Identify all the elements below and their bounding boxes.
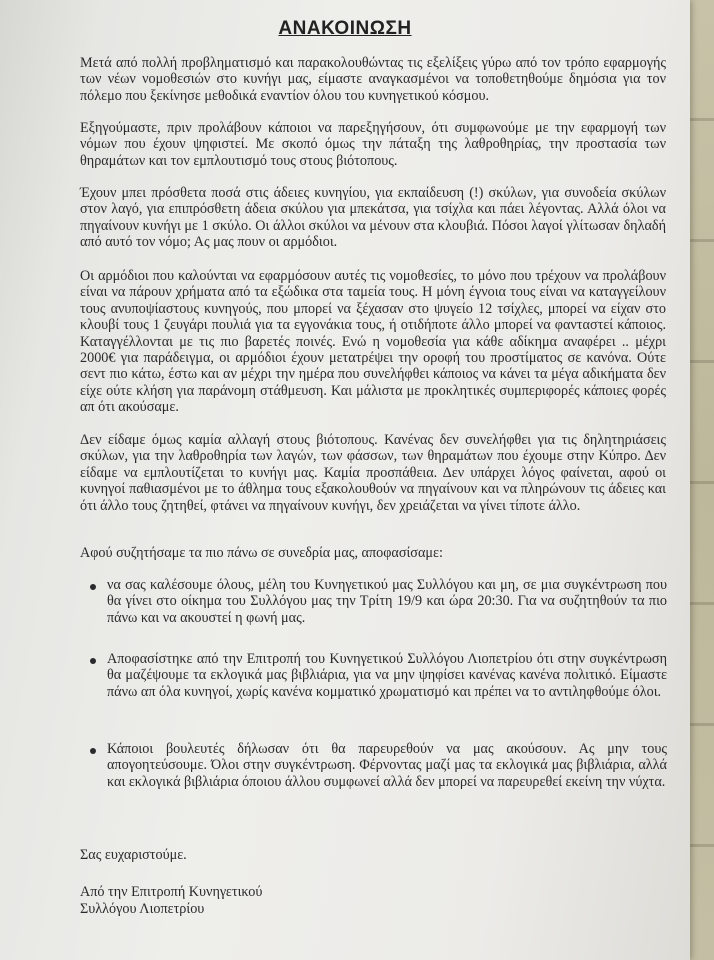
bullet-item-mps: Κάποιοι βουλευτές δήλωσαν ότι θα παρευρεθούν να μας ακούσουν. Ας μην τους απογοητεύσουμε. Όλοι στην συγκέντρωση. Φέρνοντας μαζί μας τα εκλογικά μας βιβλιάρια, αλλά και εκλογικά βιβλιάρια όποιου άλλου συμφωνεί αλλά δεν μπορεί να παρευρεθεί εκείνη την νύχτα. xyxy=(107,741,667,790)
bullet-marker xyxy=(90,748,96,754)
background-wall-tiles xyxy=(688,0,714,960)
bullet-marker xyxy=(90,584,96,590)
signature-line-1: Από την Επιτροπή Κυνηγετικού xyxy=(80,884,263,900)
paragraph-authorities: Οι αρμόδιοι που καλούνται να εφαρμόσουν αυτές τις νομοθεσίες, το μόνο που τρέχουν να προλάβουν είναι να πάρουν χρήματα από τα εξώδικα στα ταμεία τους. Η μόνη έγνοια τους είναι να καταγγείλουν τους ανυποψίαστους κυνηγούς, που μπορεί να ξέχασαν στο ψυγείο 12 τσίχλες, μπορεί να είχαν στο κλουβί τους 1 ζευγάρι πουλιά για τα εγγονάκια τους, ή οτιδήποτε άλλο μπορεί να φανταστεί κάποιος. Καταγγέλλονται με τις πιο βαρετές ποινές. Ενώ η νομοθεσία για κάθε αδίκημα αναφέρει .. μέχρι 2000€ για παράδειγμα, οι αρμόδιοι έχουν μετατρέψει την οροφή του προστίματος σε κανόνα. Ούτε σεντ πιο κάτω, έστω και αν μέχρι την ημέρα που συνελήφθει κάποιος να κάνει τα μέγα αδικήματα δεν είχε ούτε κλήση για παράνομη στάθμευση. Και μάλιστα με προκλητικές συμπεριφορές κάποιες φορές απ ότι ακούσαμε. xyxy=(80,268,666,416)
paragraph-decision-intro: Αφού συζητήσαμε τα πιο πάνω σε συνεδρία μας, αποφασίσαμε: xyxy=(80,545,443,561)
document-title: ΑΝΑΚΟΙΝΩΣΗ xyxy=(278,18,412,39)
bullet-item-voter-books: Αποφασίστηκε από την Επιτροπή του Κυνηγετικού Συλλόγου Λιοπετρίου ότι στην συγκέντρωση θα μαζέψουμε τα εκλογικά μας βιβλιάρια, για να μην ψηφίσει κανένας κανένα πολιτικό. Είμαστε πάνω απ όλα κυνηγοί, χωρίς κανένα κομματικό χρωματισμό και πρέπει να το αντιληφθούμε όλοι. xyxy=(107,651,667,700)
paragraph-intro: Μετά από πολλή προβληματισμό και παρακολουθώντας τις εξελίξεις γύρω από τον τρόπο εφαρμογής των νέων νομοθεσιών στο κυνήγι μας, είμαστε αναγκασμένοι να τοποθετηθούμε δημόσια για τον πόλεμο που ξεκίνησε μεθοδικά εναντίον όλου του κυνηγετικού κόσμου. xyxy=(80,55,666,104)
closing-thanks: Σας ευχαριστούμε. xyxy=(80,847,187,863)
bullet-marker xyxy=(90,658,96,664)
paragraph-licenses: Έχουν μπει πρόσθετα ποσά στις άδειες κυνηγίου, για εκπαίδευση (!) σκύλων, για συνοδεία σκύλων στον λαγό, για επιπρόσθετη άδεια σκύλου για μπεκάτσα, για τσίχλα και πάει λέγοντας. Αλλά όλοι να πηγαίνουν κυνήγι με 1 σκύλο. Οι άλλοι σκύλοι να μένουν στα κλουβιά. Πόσοι λαγοί γλίτωσαν δηλαδή από αυτό τον νόμο; Ας μας πουν οι αρμόδιοι. xyxy=(80,185,666,251)
paragraph-explanation: Εξηγούμαστε, πριν προλάβουν κάποιοι να παρεξηγήσουν, ότι συμφωνούμε με την εφαρμογή των νόμων που έχουν ψηφιστεί. Με σκοπό όμως την πάταξη της λαθροθηρίας, την προστασία των θηραμάτων και τον εμπλουτισμό τους στους βιότοπους. xyxy=(80,120,666,169)
paragraph-biotopes: Δεν είδαμε όμως καμία αλλαγή στους βιότοπους. Κανένας δεν συνελήφθει για τις δηλητηριάσεις σκύλων, για την λαθροθηρία των λαγών, των φάσσων, των θηραμάτων που έχουμε στην Κύπρο. Δεν είδαμε να εμπλουτίζεται το κυνήγι μας. Καμία προσπάθεια. Δεν υπάρχει λόγος φαίνεται, αφού οι κυνηγοί παθιασμένοι με το άθλημα τους εξακολουθούν να πηγαίνουν και να πληρώνουν τις άδειες και ότι άλλο τους ζητηθεί, φτάνει να πηγαίνουν κυνήγι, δεν χρειάζεται να γίνει τίποτε άλλο. xyxy=(80,432,666,514)
signature-line-2: Συλλόγου Λιοπετρίου xyxy=(80,901,205,917)
bullet-item-meeting: να σας καλέσουμε όλους, μέλη του Κυνηγετικού μας Συλλόγου και μη, σε μια συγκέντρωση που θα γίνει στο οίκημα του Συλλόγου μας την Τρίτη 19/9 και ώρα 20:30. Για να συζητηθούν τα πιο πάνω και να ακουστεί η φωνή μας. xyxy=(107,577,667,626)
